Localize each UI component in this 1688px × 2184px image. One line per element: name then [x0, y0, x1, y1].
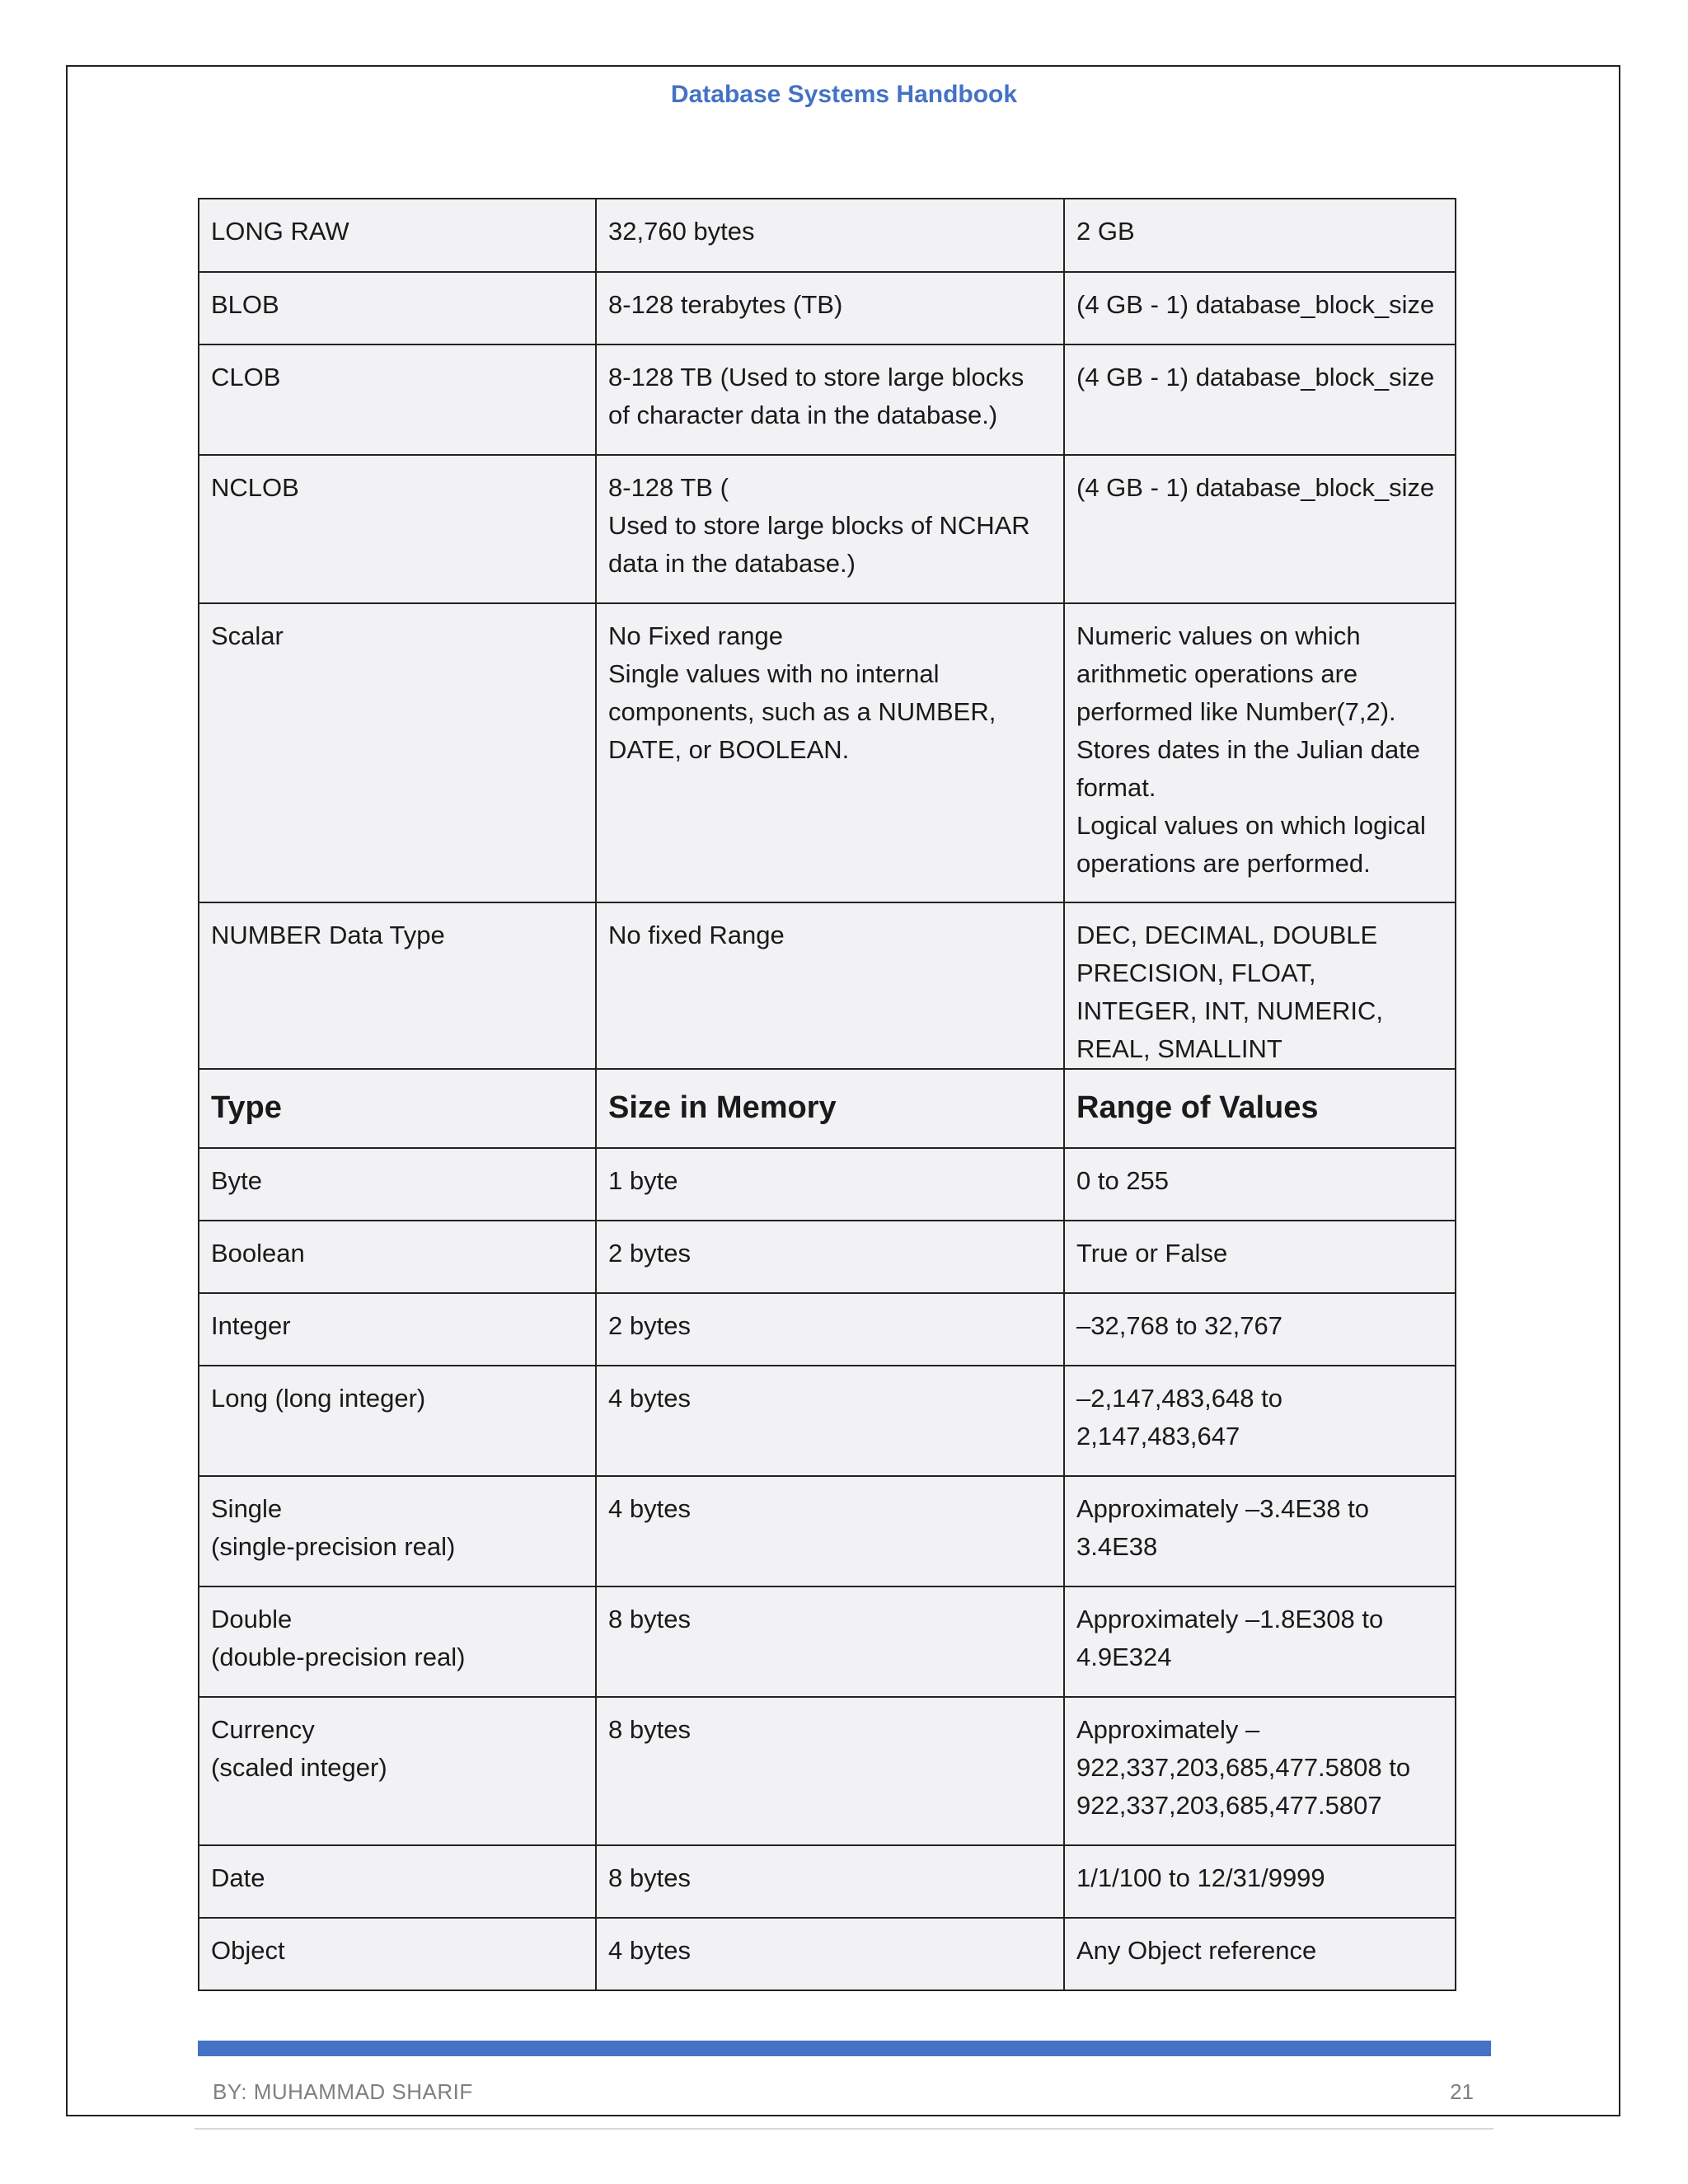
size-cell: 4 bytes: [596, 1476, 1064, 1586]
range-cell: (4 GB - 1) database_block_size: [1064, 344, 1456, 455]
size-cell: 32,760 bytes: [596, 199, 1064, 272]
range-cell: 1/1/100 to 12/31/9999: [1064, 1845, 1456, 1918]
table-row: [199, 902, 1456, 1069]
range-cell: Approximately –3.4E38 to 3.4E38: [1064, 1476, 1456, 1586]
table-row: [199, 1918, 1456, 1990]
type-cell: Boolean: [199, 1221, 596, 1293]
type-cell: CLOB: [199, 344, 596, 455]
type-cell: Integer: [199, 1293, 596, 1366]
type-cell: Single (single-precision real): [199, 1476, 596, 1586]
range-cell: (4 GB - 1) database_block_size: [1064, 272, 1456, 344]
type-cell: Object: [199, 1918, 596, 1990]
range-cell: 0 to 255: [1064, 1148, 1456, 1221]
type-cell: NUMBER Data Type: [199, 902, 596, 1069]
range-cell: Any Object reference: [1064, 1918, 1456, 1990]
table-row: [199, 1697, 1456, 1845]
table-header-row: [199, 1069, 1456, 1148]
type-cell: Double (double-precision real): [199, 1586, 596, 1697]
type-cell: Currency (scaled integer): [199, 1697, 596, 1845]
table-row: [199, 1586, 1456, 1697]
range-cell: True or False: [1064, 1221, 1456, 1293]
size-cell: 4 bytes: [596, 1366, 1064, 1476]
page-number: 21: [1450, 2079, 1474, 2104]
table-row: [199, 199, 1456, 272]
table-row: [199, 1221, 1456, 1293]
range-cell: (4 GB - 1) database_block_size: [1064, 455, 1456, 603]
type-cell: Scalar: [199, 603, 596, 902]
type-cell: Long (long integer): [199, 1366, 596, 1476]
type-cell: Byte: [199, 1148, 596, 1221]
table-row: [199, 1293, 1456, 1366]
range-cell: Numeric values on which arithmetic operations are performed like Number(7,2). Stores dates in the Julian date format. Logical values on which logical operations are performed.: [1064, 603, 1456, 902]
table-row: [199, 344, 1456, 455]
footer-divider: [195, 2128, 1493, 2130]
size-cell: 8 bytes: [596, 1697, 1064, 1845]
size-cell: 8-128 TB (Used to store large blocks of character data in the database.): [596, 344, 1064, 455]
size-cell: No fixed Range: [596, 902, 1064, 1069]
size-cell: 8 bytes: [596, 1586, 1064, 1697]
range-cell: DEC, DECIMAL, DOUBLE PRECISION, FLOAT, INTEGER, INT, NUMERIC, REAL, SMALLINT: [1064, 902, 1456, 1069]
table-row: [199, 1148, 1456, 1221]
table-row: [199, 603, 1456, 902]
size-cell: 4 bytes: [596, 1918, 1064, 1990]
range-cell: 2 GB: [1064, 199, 1456, 272]
type-cell: BLOB: [199, 272, 596, 344]
table-row: [199, 272, 1456, 344]
range-cell: –32,768 to 32,767: [1064, 1293, 1456, 1366]
type-cell: LONG RAW: [199, 199, 596, 272]
data-types-table: [198, 198, 1456, 1991]
size-cell: 8 bytes: [596, 1845, 1064, 1918]
column-header-type: Type: [199, 1069, 596, 1148]
range-cell: –2,147,483,648 to 2,147,483,647: [1064, 1366, 1456, 1476]
size-cell: 2 bytes: [596, 1221, 1064, 1293]
size-cell: 8-128 TB ( Used to store large blocks of NCHAR data in the database.): [596, 455, 1064, 603]
size-cell: 1 byte: [596, 1148, 1064, 1221]
type-cell: Date: [199, 1845, 596, 1918]
range-cell: Approximately –922,337,203,685,477.5808 to 922,337,203,685,477.5807: [1064, 1697, 1456, 1845]
column-header-range: Range of Values: [1064, 1069, 1456, 1148]
footer-accent-bar: [198, 2041, 1491, 2056]
table-row: [199, 1476, 1456, 1586]
size-cell: No Fixed range Single values with no internal components, such as a NUMBER, DATE, or BOOLEAN.: [596, 603, 1064, 902]
table-row: [199, 455, 1456, 603]
table-row: [199, 1366, 1456, 1476]
type-cell: NCLOB: [199, 455, 596, 603]
column-header-size: Size in Memory: [596, 1069, 1064, 1148]
table-row: [199, 1845, 1456, 1918]
page-header-title: Database Systems Handbook: [670, 81, 1018, 108]
size-cell: 8-128 terabytes (TB): [596, 272, 1064, 344]
footer-author: BY: MUHAMMAD SHARIF: [213, 2079, 473, 2104]
range-cell: Approximately –1.8E308 to 4.9E324: [1064, 1586, 1456, 1697]
size-cell: 2 bytes: [596, 1293, 1064, 1366]
